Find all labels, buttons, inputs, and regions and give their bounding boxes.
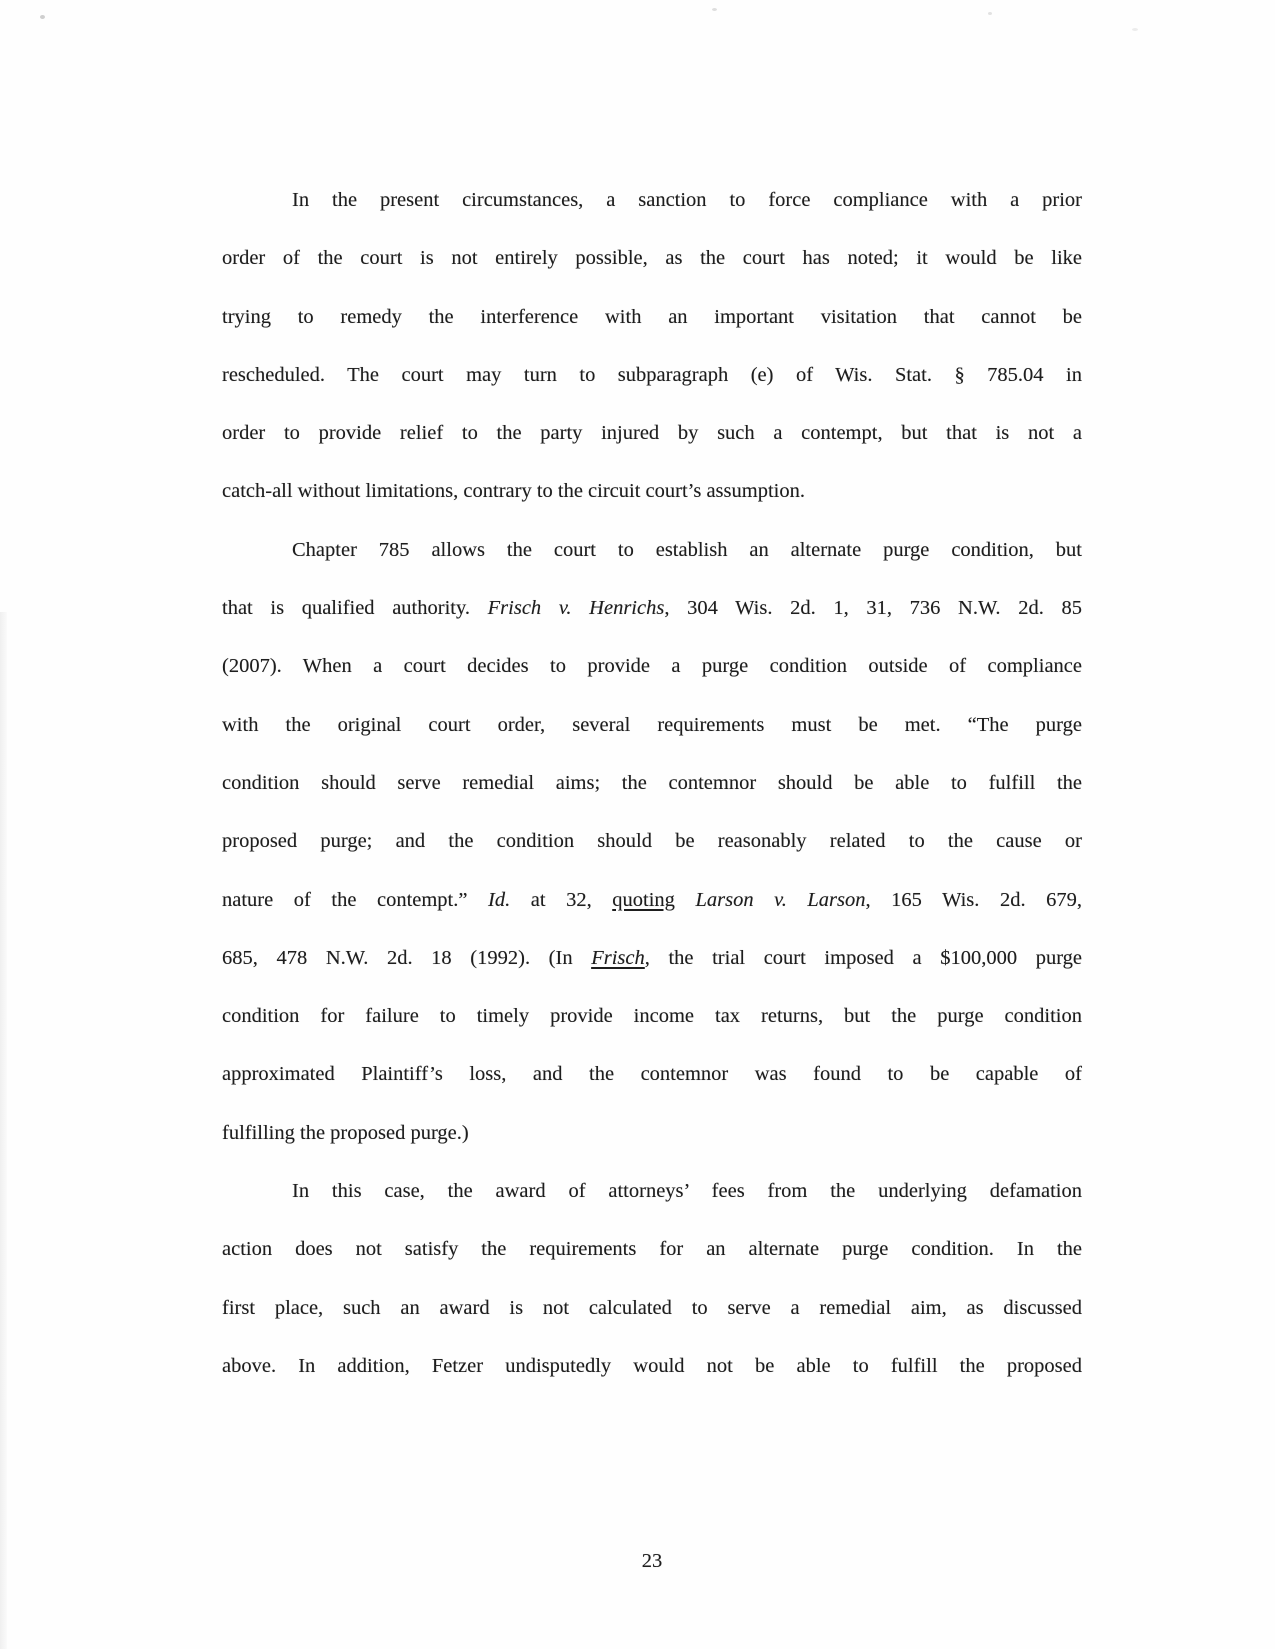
text-line	[222, 346, 1082, 404]
body-text: , 304 Wis. 2d. 1, 31, 736 N.W. 2d. 85	[664, 597, 1082, 620]
body-text: In the present circumstances, a sanction to force compliance with a prior	[292, 189, 1082, 211]
body-text: In this case, the award of attorneys’ fees from the underlying defamation	[292, 1180, 1082, 1203]
text-line	[222, 1220, 1082, 1278]
scan-speck	[988, 12, 992, 15]
text-line	[222, 1104, 1082, 1162]
text-line	[222, 1162, 1082, 1220]
text-line	[222, 929, 1082, 987]
quoting-signal: quoting	[612, 888, 675, 911]
paragraph-3	[222, 1162, 1082, 1395]
text-line	[222, 521, 1082, 579]
scan-speck	[40, 15, 45, 19]
body-text: , the trial court imposed a $100,000 purge	[644, 946, 1082, 969]
scan-edge-shadow	[0, 612, 7, 1649]
text-line	[222, 1279, 1082, 1337]
text-line	[222, 812, 1082, 870]
text-line	[222, 871, 1082, 929]
body-text: trying to remedy the interference with an important visitation that cannot be	[222, 305, 1082, 328]
body-text: Chapter 785 allows the court to establish an alternate purge condition, but	[292, 538, 1082, 561]
body-text: fulfilling the proposed purge.)	[222, 1121, 469, 1144]
text-line	[222, 288, 1082, 346]
body-text: order to provide relief to the party injured by such a contempt, but that is not a	[222, 422, 1082, 445]
body-text: at 32,	[510, 888, 613, 911]
body-text: condition for failure to timely provide income tax returns, but the purge condition	[222, 1005, 1082, 1028]
body-text: 685, 478 N.W. 2d. 18 (1992). (In	[222, 946, 592, 969]
body-text: first place, such an award is not calculated to serve a remedial aim, as discussed	[222, 1296, 1082, 1319]
body-text: approximated Plaintiff’s loss, and the contemnor was found to be capable of	[222, 1063, 1082, 1086]
case-citation-frisch-v-henrichs: Frisch v. Henrichs	[487, 597, 665, 620]
case-citation-larson-v-larson: Larson v. Larson	[674, 888, 866, 911]
body-text: with the original court order, several requirements must be met. “The purge	[222, 713, 1082, 736]
case-name-frisch: Frisch	[591, 946, 645, 969]
body-text: condition should serve remedial aims; the contemnor should be able to fulfill the	[222, 771, 1082, 794]
paragraph-1	[222, 171, 1082, 521]
body-text: catch-all without limitations, contrary to the circuit court’s assumption.	[222, 480, 805, 503]
text-line	[222, 1045, 1082, 1103]
text-line	[222, 404, 1082, 462]
scan-speck	[1132, 28, 1138, 31]
body-text: that is qualified authority.	[222, 597, 488, 620]
document-body	[222, 171, 1082, 1395]
body-text: rescheduled. The court may turn to subparagraph (e) of Wis. Stat. § 785.04 in	[222, 363, 1082, 386]
text-line	[222, 171, 1082, 229]
body-text: nature of the contempt.”	[222, 888, 489, 911]
text-line	[222, 637, 1082, 695]
text-line	[222, 229, 1082, 287]
text-line	[222, 754, 1082, 812]
paragraph-2	[222, 521, 1082, 1162]
text-line	[222, 462, 1082, 520]
body-text: proposed purge; and the condition should be reasonably related to the cause or	[222, 830, 1082, 853]
body-text: order of the court is not entirely possible, as the court has noted; it would be like	[222, 247, 1082, 270]
id-citation: Id.	[488, 888, 511, 911]
body-text: above. In addition, Fetzer undisputedly would not be able to fulfill the proposed	[222, 1354, 1082, 1377]
scan-speck	[712, 8, 717, 11]
text-line	[222, 696, 1082, 754]
body-text: , 165 Wis. 2d. 679,	[865, 888, 1082, 911]
page-number: 23	[641, 1550, 663, 1572]
body-text: (2007). When a court decides to provide a purge condition outside of compliance	[222, 655, 1082, 678]
text-line	[222, 579, 1082, 637]
body-text: action does not satisfy the requirements for an alternate purge condition. In the	[222, 1238, 1082, 1261]
text-line	[222, 987, 1082, 1045]
text-line	[222, 1337, 1082, 1395]
